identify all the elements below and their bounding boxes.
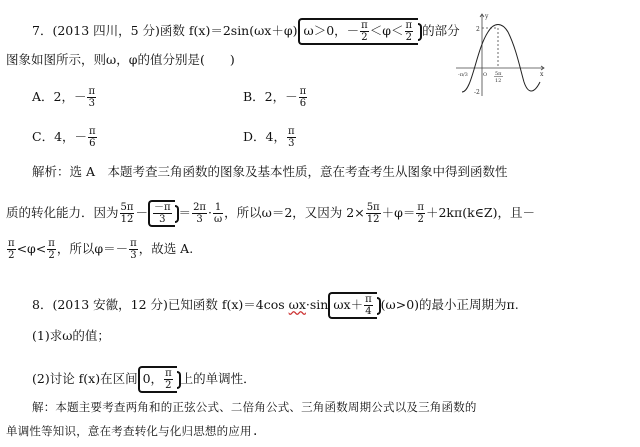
x-label-left: -π/3 bbox=[458, 72, 468, 78]
origin-label: O bbox=[483, 72, 488, 78]
q7-line2: 图象如图所示，则ω，φ的值分别是( ) bbox=[6, 52, 235, 67]
q7-condition-bracket bbox=[298, 18, 419, 45]
q8-header-line: 8．(2013 安徽，12 分)已知函数 f(x)＝4cos ωx·sin ωx＋ $\frac{\pi}{4}$ (ω>0)的最小正周期为π. bbox=[32, 294, 519, 317]
y-label-bottom: -2 bbox=[474, 89, 480, 96]
option-c: C．4，－ $\frac{\pi}{6}$ bbox=[32, 126, 96, 149]
option-d: D．4， $\frac{\pi}{3}$ bbox=[243, 126, 295, 149]
x-label-mid-den: 12 bbox=[495, 78, 502, 84]
q7-analysis-line1: 解析：选 A 本题考查三角函数的图象及基本性质，意在考查考生从图象中得到函数性 bbox=[32, 164, 508, 179]
q8-solution-line1: 解：本题主要考查两角和的正弦公式、二倍角公式、三角函数周期公式以及三角函数的 bbox=[32, 400, 477, 414]
q7-analysis-line3: $\frac{\pi}{2}$ <φ< $\frac{\pi}{2}$ ，所以φ＝－ $\frac{\pi}{3}$ ，故选 A. bbox=[8, 238, 194, 261]
q8-part2: (2)讨论 f(x)在区间 0， $\frac{\pi}{2}$ 上的单调性． bbox=[32, 368, 256, 391]
sine-graph-figure bbox=[452, 10, 548, 98]
x-axis-name: x bbox=[540, 71, 544, 78]
q7-tail: 的部分 bbox=[422, 23, 460, 38]
q7-header-line bbox=[32, 18, 460, 45]
q7-cond-frac2: $\frac{\pi}{2}$ bbox=[405, 20, 413, 43]
q7-condition-a: ω＞0，－ bbox=[303, 23, 360, 38]
x-label-mid-num: 5π bbox=[495, 71, 502, 77]
y-label-top: 2 bbox=[476, 26, 480, 33]
q7-cond-frac1: $\frac{\pi}{2}$ bbox=[361, 20, 368, 43]
q7-analysis-line2: 质的转化能力．因为 $\frac{5\pi}{12}$ － $\frac{-\pi}{3}$ ＝ $\frac{2\pi}{3}$ · $\frac{1}{\omega}$ ，所以ω＝2，又因为 2× $\frac{5\pi}{12}$ ＋φ＝ $\frac{\pi}{2}$ ＋2kπ(k∈Z)，且－ bbox=[6, 202, 535, 225]
option-a: A．2，－ $\frac{\pi}{3}$ bbox=[32, 86, 96, 109]
q8-wx: ωx bbox=[288, 297, 306, 312]
option-b: B．2，－ $\frac{\pi}{6}$ bbox=[243, 86, 307, 109]
q7-header: 7．(2013 四川，5 分)函数 f(x)＝2sin(ωx＋φ) bbox=[32, 23, 298, 38]
y-axis-name: y bbox=[485, 13, 489, 20]
q7-condition-b: ＜φ＜ bbox=[369, 23, 404, 38]
q8-part1: (1)求ω的值； bbox=[32, 328, 110, 343]
q8-solution-line2: 单调性等知识，意在考查转化与化归思想的应用. bbox=[6, 424, 259, 438]
